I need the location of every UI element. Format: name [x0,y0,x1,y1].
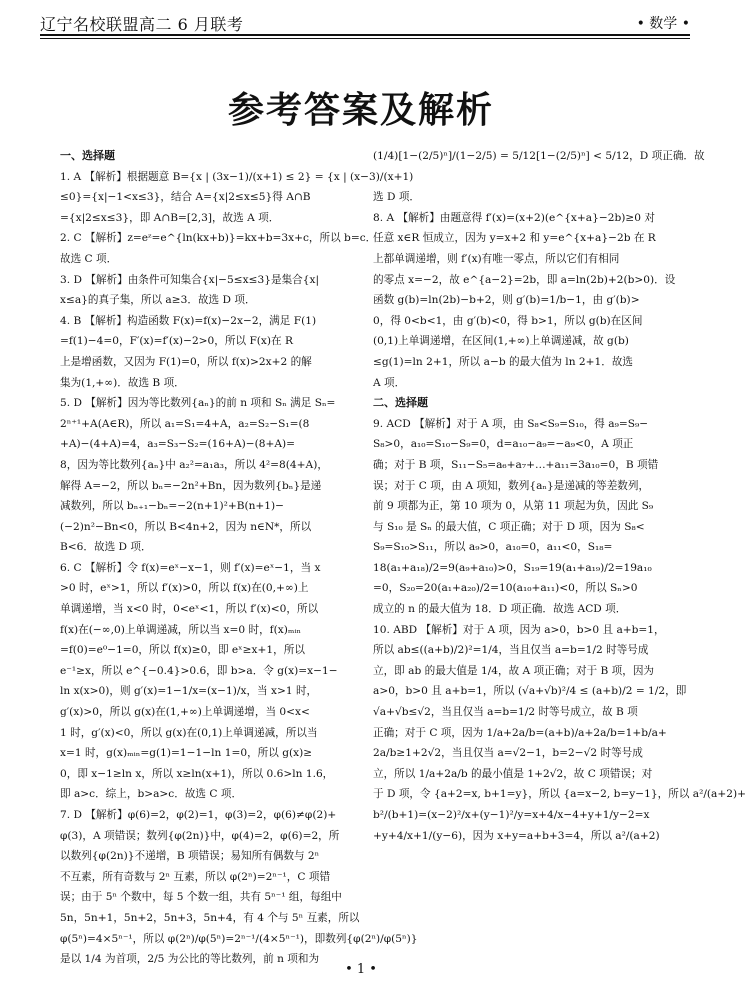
text-line: 集为(1,+∞)．故选 B 项． [60,376,185,389]
text-line: 误；由于 5ⁿ 个数中，每 5 个数一组，共有 5ⁿ⁻¹ 组，每组中 [60,891,342,904]
text-line: B<6．故选 D 项． [60,541,152,554]
text-line: 是以 1/4 为首项，2/5 为公比的等比数列，前 n 项和为 [60,953,320,966]
text-line: 选 D 项． [373,191,421,204]
text-line: (1/4)[1−(2/5)ⁿ]/(1−2/5) = 5/12[1−(2/5)ⁿ] < 5/12，D 项正确．故 [373,150,705,162]
text-line: A 项． [373,376,406,389]
text-line: b²/(b+1)=(x−2)²/x+(y−1)²/y=x+4/x−4+y+1/y−2=x [373,809,650,821]
text-line: ≤0}={x|−1<x≤3}，结合 A={x|2≤x≤5}得 A∩B [60,191,311,204]
text-line: (−2)n²−Bn<0，所以 B<4n+2，因为 n∈N*，所以 [60,520,312,533]
text-line: 8，因为等比数列{aₙ}中 a₂²=a₁a₃，所以 4²=8(4+A)， [60,458,328,471]
text-line: √a+√b≤√2，当且仅当 a=b=1/2 时等号成立，故 B 项 [373,706,638,719]
text-line: 所以 ab≤((a+b)/2)²=1/4，当且仅当 a=b=1/2 时等号成 [373,644,649,657]
text-line: x=1 时，g(x)ₘᵢₙ=g(1)=1−1−ln 1=0，所以 g(x)≥ [60,747,313,760]
text-line: 与 S₁₀ 是 Sₙ 的最大值，C 项正确；对于 D 项，因为 S₈< [373,520,645,533]
text-line: 7. D 【解析】φ(6)=2，φ(2)=1，φ(3)=2，φ(6)≠φ(2)+ [60,809,337,821]
text-line: 正确；对于 C 项，因为 1/a+2a/b=(a+b)/a+2a/b=1+b/a+ [373,726,667,739]
text-line: 8. A 【解析】由题意得 f′(x)=(x+2)(e^{x+a}−2b)≥0 对 [373,211,655,224]
text-line: φ(5ⁿ)=4×5ⁿ⁻¹，所以 φ(2ⁿ)/φ(5ⁿ)=2ⁿ⁻¹/(4×5ⁿ⁻¹)，即数列{φ(2ⁿ)/φ(5ⁿ)} [60,932,418,945]
text-line: 10. ABD 【解析】对于 A 项，因为 a>0，b>0 且 a+b=1， [373,623,665,636]
text-line: 立，即 ab 的最大值是 1/4，故 A 项正确；对于 B 项，因为 [373,664,655,677]
text-line: 以数列{φ(2n)}不递增，B 项错误；易知所有偶数与 2ⁿ [60,850,320,863]
text-line: 误；对于 C 项，由 A 项知，数列{aₙ}是递减的等差数列， [373,479,650,492]
text-line: 不互素，所有奇数与 2ⁿ 互素，所以 φ(2ⁿ)=2ⁿ⁻¹，C 项错 [60,870,331,883]
text-line: =f(0)=e⁰−1=0，所以 f(x)≥0，即 eˣ≥x+1，所以 [60,644,305,657]
text-line [373,167,669,188]
text-line: 于 D 项，令 {a+2=x, b+1=y}，所以 {a=x−2, b=y−1}，所以 a²/(a+2)+ [373,788,746,801]
text-line: 5n，5n+1，5n+2，5n+3，5n+4，有 4 个与 5ⁿ 互素，所以 [60,911,360,924]
text-line: +y+4/x+1/(y−6)，因为 x+y=a+b+3=4，所以 a²/(a+2) [373,829,660,842]
text-line: ≤g(1)=ln 2+1，所以 a−b 的最大值为 ln 2+1．故选 [373,355,634,368]
text-line: 确；对于 B 项，S₁₁−S₅=a₆+a₇+…+a₁₁=3a₁₀=0，B 项错 [373,458,659,471]
text-line: 2a/b≥1+2√2，当且仅当 a=√2−1，b=2−√2 时等号成 [373,747,643,760]
section-heading-choice: 一、选择题 [60,149,115,162]
text-line: 18(a₁+a₁₈)/2=9(a₉+a₁₀)>0，S₁₉=19(a₁+a₁₉)/2=19a₁₀ [373,561,652,574]
text-line: 前 9 项都为正，第 10 项为 0，从第 11 项起为负，因此 S₉ [373,500,654,513]
text-line: 1 时，g′(x)<0，所以 g(x)在(0,1)上单调递减，所以当 [60,726,318,739]
text-line: 的零点 x=−2，故 e^{a−2}=2b，即 a=ln(2b)+2(b>0)．设 [373,273,676,286]
text-line: 故选 C 项． [60,252,118,265]
text-line: +A)−(4+A)=4，a₃=S₃−S₂=(16+A)−(8+A)= [60,438,296,451]
right-text-block [373,146,746,846]
header-rule-thin [40,38,690,39]
exam-name: 辽宁名校联盟高二 6 月联考 [40,15,244,34]
text-line: e⁻¹≥x，所以 e^{−0.4}>0.6，即 b>a．令 g(x)=x−1− [60,664,338,677]
text-line: 3. D 【解析】由条件可知集合{x|−5≤x≤3}是集合{x| [60,273,320,286]
text-line: =f(1)−4=0，F′(x)=f′(x)−2>0，所以 F(x)在 R [60,335,293,348]
text-line: (0,1)上单调递增，在区间(1,+∞)上单调递减，故 g(b) [373,335,629,348]
text-line: ={x|2≤x≤3}，即 A∩B=[2,3]，故选 A 项． [60,211,280,224]
text-line: 上都单调递增，则 f′(x)有唯一零点，所以它们有相同 [373,252,620,265]
text-line: 6. C 【解析】令 f(x)=eˣ−x−1，则 f′(x)=eˣ−1，当 x [60,561,321,574]
right-column [373,146,746,846]
text-line: 上是增函数，又因为 F(1)=0，所以 f(x)>2x+2 的解 [60,355,312,368]
text-line: =0，S₂₀=20(a₁+a₂₀)/2=10(a₁₀+a₁₁)<0，所以 Sₙ>0 [373,582,638,595]
text-line: 9. ACD 【解析】对于 A 项，由 S₈<S₉=S₁₀，得 a₉=S₉− [373,417,649,430]
text-line: 解得 A=−2，所以 bₙ=−2n²+Bn，因为数列{bₙ}是递 [60,479,322,492]
section-heading-multi: 二、选择题 [373,396,428,410]
text-line: 单调递增，当 x<0 时，0<eˣ<1，所以 f′(x)<0，所以 [60,603,319,616]
text-line: 1. A 【解析】根据题意 B={x | (3x−1)/(x+1) ≤ 2} = {x | (x−3)/(x+1) [60,170,414,183]
text-line: φ(3)，A 项错误；数列{φ(2n)}中，φ(4)=2，φ(6)=2，所 [60,829,340,842]
text-line: S₈>0，a₁₀=S₁₀−S₉=0，d=a₁₀−a₉=−a₉<0，A 项正 [373,438,634,451]
text-line: x≤a}的真子集，所以 a≥3．故选 D 项． [60,294,256,307]
text-line: a>0，b>0 且 a+b=1，所以 (√a+√b)²/4 ≤ (a+b)/2 = 1/2，即 [373,685,687,698]
text-line: 2. C 【解析】z=eᶻ=e^{ln(kx+b)}=kx+b=3x+c，所以 b=c． [60,232,377,245]
text-line: S₉=S₁₀>S₁₁，所以 a₉>0，a₁₀=0，a₁₁<0，S₁₈= [373,541,613,554]
text-line: 2ⁿ⁺¹+A(A∈R)，所以 a₁=S₁=4+A，a₂=S₂−S₁=(8 [60,417,310,430]
text-line: >0 时，eˣ>1，所以 f′(x)>0，所以 f(x)在(0,+∞)上 [60,582,309,595]
text-line: 立，所以 1/a+2a/b 的最小值是 1+2√2，故 C 项错误；对 [373,767,653,780]
text-line: f(x)在(−∞,0)上单调递减，所以当 x=0 时，f(x)ₘᵢₙ [60,623,302,636]
page-title: 参考答案及解析 [227,90,494,131]
text-line: 成立的 n 的最大值为 18．D 项正确．故选 ACD 项． [373,603,627,616]
page-header [40,6,690,36]
text-line: 4. B 【解析】构造函数 F(x)=f(x)−2x−2，满足 F(1) [60,314,317,327]
text-line: 任意 x∈R 恒成立，因为 y=x+2 和 y=e^{x+a}−2b 在 R [373,232,656,245]
text-line: ln x(x>0)，则 g′(x)=1−1/x=(x−1)/x，当 x>1 时， [60,685,318,698]
subject-label: • 数学 • [636,16,690,32]
text-line: g′(x)>0，所以 g(x)在(1,+∞)上单调递增，当 0<x< [60,706,310,719]
text-line: 即 a>c．综上，b>a>c．故选 C 项． [60,788,243,801]
text-line: 函数 g(b)=ln(2b)−b+2，则 g′(b)=1/b−1，由 g′(b)> [373,294,640,307]
page-number: • 1 • [345,962,377,977]
header-rule-thick [40,34,690,36]
text-line: 0，得 0<b<1，由 g′(b)<0，得 b>1，所以 g(b)在区间 [373,314,643,327]
text-line: 减数列，所以 bₙ₊₁−bₙ=−2(n+1)²+B(n+1)− [60,500,285,513]
text-line: 5. D 【解析】因为等比数列{aₙ}的前 n 项和 Sₙ 满足 Sₙ= [60,397,336,410]
text-line: 0，即 x−1≥ln x，所以 x≥ln(x+1)，所以 0.6>ln 1.6， [60,767,334,780]
